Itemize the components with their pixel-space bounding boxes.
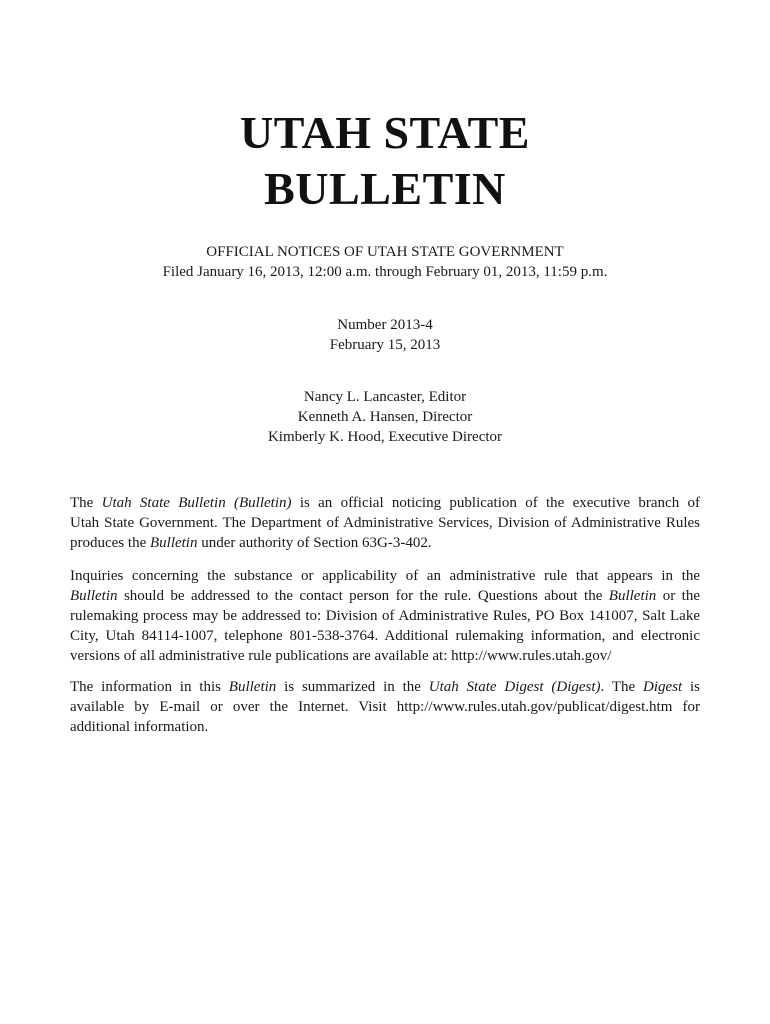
title-line-1: UTAH STATE [239, 107, 530, 158]
italic-run: Bulletin [149, 535, 198, 551]
text-run: should be addressed to the contact person for the rule. Questions about the [117, 588, 609, 604]
italic-run: Bulletin [70, 588, 118, 604]
paragraph-intro [70, 493, 700, 553]
paragraph-inquiries-line-5: versions of all administrative rule publications are available at: http://www.rules.utah.gov/ [70, 648, 612, 664]
paragraph-digest [70, 677, 700, 737]
paragraph-intro-line-2: Utah State Government. The Department of Administrative Services, Division of Administrative Rules [70, 515, 700, 531]
italic-run: Utah State Bulletin (Bulletin) [101, 495, 292, 511]
paragraph-inquiries-line-2 [70, 586, 700, 606]
issue-number: Number 2013-4 [337, 317, 433, 333]
paragraph-inquiries-line-4: City, Utah 84114-1007, telephone 801-538-3764. Additional rulemaking information, and electronic [70, 628, 700, 644]
italic-run: Bulletin [608, 588, 657, 604]
editor-line: Nancy L. Lancaster, Editor [303, 389, 467, 405]
title-line-2: BULLETIN [264, 163, 506, 214]
paragraph-intro-line-1 [70, 493, 700, 513]
paragraph-inquiries-line-3: rulemaking process may be addressed to: Division of Administrative Rules, PO Box 141007, Salt Lake [70, 608, 700, 624]
italic-run: Utah State Digest (Digest) [428, 679, 601, 695]
text-run: is summarized in the [276, 679, 429, 695]
text-run: Inquiries concerning the substance or applicability of an administrative rule that appears in the [70, 568, 700, 584]
paragraph-digest-line-3: additional information. [70, 719, 209, 735]
paragraph-digest-line-2: available by E-mail or over the Internet. Visit http://www.rules.utah.gov/publicat/digest.htm for [70, 699, 700, 715]
filed-dates: Filed January 16, 2013, 12:00 a.m. through February 01, 2013, 11:59 p.m. [162, 264, 608, 280]
text-run: or the [656, 588, 700, 604]
director-line: Kenneth A. Hansen, Director [297, 409, 473, 425]
issue-date: February 15, 2013 [329, 337, 441, 353]
text-run: . The [600, 679, 643, 695]
italic-run: Digest [642, 679, 683, 695]
text-run: The [70, 495, 102, 511]
paragraph-inquiries-line-1 [70, 566, 700, 586]
text-run: The information in this [70, 679, 229, 695]
italic-run: Bulletin [228, 679, 277, 695]
subtitle: OFFICIAL NOTICES OF UTAH STATE GOVERNMENT [206, 244, 564, 260]
text-run: under authority of Section 63G-3-402. [197, 535, 432, 551]
text-run: produces the [70, 535, 150, 551]
paragraph-digest-line-1 [70, 677, 700, 697]
paragraph-intro-line-3 [70, 533, 700, 553]
executive-director-line: Kimberly K. Hood, Executive Director [267, 429, 503, 445]
paragraph-inquiries [70, 566, 700, 666]
text-run: is [682, 679, 700, 695]
text-run: is an official noticing publication of the executive branch of [291, 495, 700, 511]
